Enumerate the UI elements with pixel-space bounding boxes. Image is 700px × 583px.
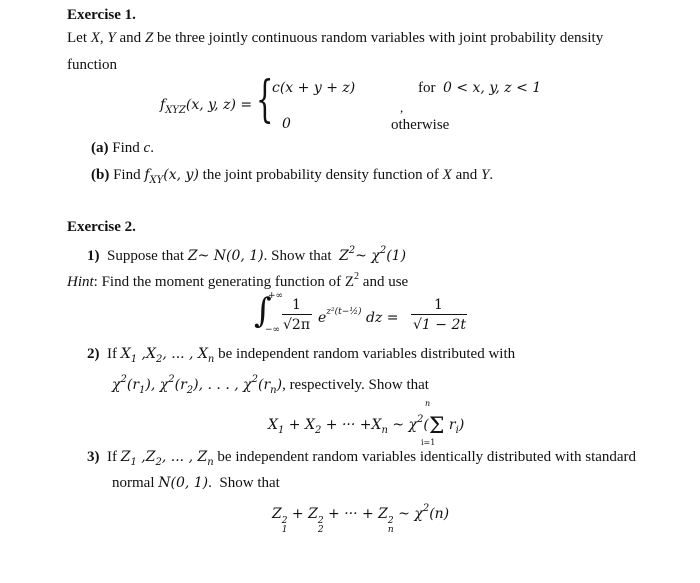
ex2-item2-line1: 2) If $X_1$ $,X_2$, ... , $X_n$ be independent random variables distributed with — [87, 346, 516, 365]
ex2-heading: Exercise 2. — [67, 219, 136, 235]
ex2-item1: 1) Suppose that Z~ N(0, 1). Show that $Z^2\sim$ $\chi^2(1)$ — [87, 245, 407, 264]
ex2-item3-line1: 3) If $Z_1$ $,Z_2$, ... , $Z_n$ be independent random variables identically distributed with standard — [87, 449, 637, 468]
item2-formula: $X_1 + X_2$ + ··· $+X_n$ ~ $\chi^2(\Sigma$ $r_i$) — [268, 414, 465, 439]
part-a: (a) Find c. — [91, 140, 154, 156]
integral-rhs-den: √1 − 2t — [413, 317, 466, 333]
integral-lower: −∞ — [265, 325, 281, 335]
left-brace: { — [256, 70, 274, 128]
integral-rhs-num: 1 — [434, 297, 443, 313]
case1-cond: for 0 < x, y, z < 1 — [418, 80, 542, 96]
pdf-lhs: $f_{XYZ}(x$, y, z) = — [160, 97, 253, 116]
ex1-intro-line2: function — [67, 57, 117, 73]
ex2-item3-line2: normal N(0, 1). Show that — [112, 475, 280, 491]
integral-sign: ∫ — [254, 291, 272, 331]
case1-expr: c(x + y + z) — [272, 80, 356, 96]
integral-rhs-fraction-bar — [411, 314, 467, 315]
integral-coef-den: √2π — [283, 317, 311, 333]
sum-upper: n — [425, 399, 431, 408]
case-separator: , — [400, 100, 404, 115]
sum-lower: i=1 — [421, 438, 436, 447]
ex1-intro-line1: Let X, Y and Z be three jointly continuous random variables with joint probability density — [67, 30, 604, 46]
part-b: (b) Find $f_{XY}(x$, y) the joint probability density function of X and Y. — [91, 167, 494, 186]
ex2-item2-line2: $\chi^2(r_1)$, $\chi^2(r_2)$, . . . , $\chi^2(r_n)$, respectively. Show that — [112, 374, 429, 396]
case2-cond: otherwise — [391, 117, 450, 133]
integral-coef-fraction-bar — [282, 314, 312, 315]
integral-upper: +∞ — [268, 291, 284, 301]
ex2-hint: Hint: Find the moment generating function of $Z^2$ and use — [67, 271, 409, 290]
item3-formula: Z 2 1 + Z 2 2 + ··· + Z 2 n ~ $\chi^2(n)$ — [272, 503, 450, 535]
integral-exp: $e^{z^2(t-\frac{1}{2})}$ dz = — [318, 307, 399, 326]
integral-coef-num: 1 — [292, 297, 301, 313]
case2-expr: 0 — [282, 116, 291, 132]
ex1-heading: Exercise 1. — [67, 7, 136, 23]
